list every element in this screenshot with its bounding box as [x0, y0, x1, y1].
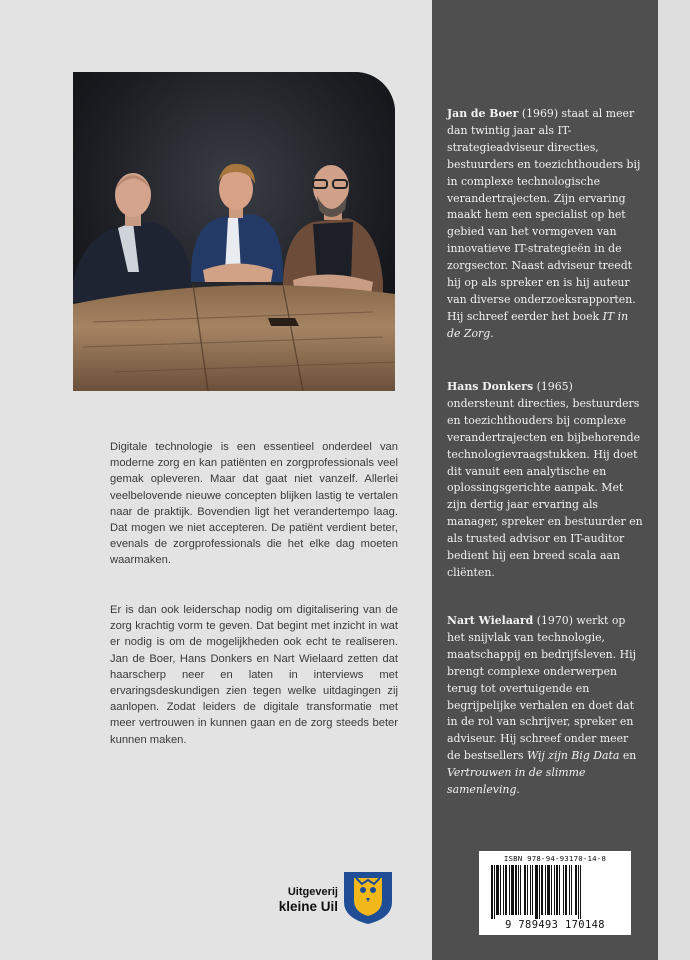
bio-book-title: Wij zijn Big Data	[526, 749, 620, 763]
isbn-barcode	[479, 851, 631, 935]
bio-text: (1969) staat al meer dan twintig jaar als IT-strategieadviseur directies, bestuurders en toezichthouders bij in complexe technologische verandertrajecten. Zijn ervaring maakt hem een specialist op het gebied van het vormgeven van innovatieve IT-strategieën in de zorgsector. Naast adviseur treedt hij op als spreker en is hij auteur van diverse onderzoeksrapporten. Hij schreef eerder het boek	[447, 107, 641, 323]
barcode-bar	[580, 865, 581, 919]
bio-book-title: IT in de Zorg	[447, 309, 629, 340]
barcode-bar	[569, 865, 570, 915]
barcode-bar	[505, 865, 507, 915]
barcode-bar	[527, 865, 528, 915]
barcode-bar	[575, 865, 577, 915]
blurb-paragraph-2: Er is dan ook leiderschap nodig om digitalisering van de zorg krachtig vorm te geven. Dat begint met inzicht in wat er nodig is om de mogelijkheden ook echt te realiseren. Jan de Boer, Hans Donkers en Nart Wielaard zetten dat haarscherp neer en laten in interviews met ervaringsdeskundigen zien tegen welke uitdagingen zij aanlopen. Zodat leiders de digitale transformatie met meer vertrouwen in kunnen gaan en de zorg steeds beter kunnen maken.	[110, 604, 398, 746]
owl-shield-icon	[342, 868, 394, 926]
barcode-bar	[559, 865, 560, 915]
isbn-digits: 9 789493 170148	[505, 919, 605, 931]
publisher-name	[272, 886, 338, 914]
bio-name: Nart Wielaard	[447, 614, 534, 627]
isbn-label: ISBN 978-94-93170-14-8	[503, 854, 607, 863]
bio-hans-donkers	[447, 379, 643, 582]
blurb-paragraph-1: Digitale technologie is een essentieel onderdeel van moderne zorg en kan patiënten en zorgprofessionals veel gemak opleveren. Maar dat gaat niet vanzelf. Allerlei veelbelovende nieuwe concepten blijken lastig te vertalen naar de praktijk. Bovendien ligt het verandertempo laag. Dat mogen we niet accepteren. De patiënt verdient beter, evenals de zorgprofessionals die het elke dag moeten waarmaken.	[110, 441, 398, 567]
bio-name: Jan de Boer	[447, 107, 519, 120]
barcode-bar	[532, 865, 533, 915]
barcode-bar	[496, 865, 499, 915]
publisher-line-1: Uitgeverij	[287, 886, 338, 898]
barcode-bar	[518, 865, 519, 915]
barcode-bar	[554, 865, 555, 915]
bio-name: Hans Donkers	[447, 380, 534, 393]
barcode-bar	[541, 865, 543, 915]
barcode-bar	[491, 865, 493, 919]
bio-jan-de-boer: Jan de Boer (1969) staat al meer dan twintig jaar als IT-strategieadviseur directies, bestuurders en toezichthouders bij in complexe technologische verandertrajecten. Zijn ervaring maakt hem een specialist op het gebied van het vormgeven van innovatieve IT-strategieën in de zorgsector. Naast adviseur treedt hij op als spreker en is hij auteur van diverse onderzoeksrapporten. Hij schreef eerder het boek IT in de Zorg.	[447, 107, 641, 340]
bio-nart-wielaard: Nart Wielaard (1970) werkt op het snijvlak van technologie, maatschappij en bedrijfsleven. Hij brengt complexe onderwerpen terug tot overtuigende en begrijpelijke verhalen en doet dat in de rol van schrijver, spreker en adviseur. Hij schreef onder meer de bestsellers Wij zijn Big Data en Vertrouwen in de slimme samenleving.	[447, 614, 637, 797]
barcode-bar	[524, 865, 526, 915]
publisher-line-2: kleine Uil	[278, 899, 338, 914]
barcode-bar	[511, 865, 514, 915]
barcode-bar	[545, 865, 546, 915]
spine-edge	[658, 0, 690, 960]
barcode-bar	[530, 865, 531, 915]
barcode-bar	[563, 865, 564, 915]
author-photo	[73, 72, 395, 391]
bio-text: (1965) ondersteunt directies, bestuurders en toezichthouders bij complexe verandertrajecten en bijbehorende technologievraagstukken. Hij doet dit vanuit een analytische en oplossingsgerichte aanpak. Met zijn dertig jaar ervaring als manager, spreker en bestuurder en als trusted advisor en IT-auditor bedient hij een breed scala aan cliënten.	[447, 380, 643, 579]
barcode-bar	[494, 865, 495, 919]
barcode-bar	[571, 865, 572, 915]
barcode-bar	[503, 865, 504, 915]
barcode-bar	[556, 865, 558, 915]
barcode-bar	[578, 865, 579, 919]
barcode-bars	[491, 865, 619, 919]
barcode-bar	[547, 865, 550, 915]
barcode-bar	[520, 865, 521, 915]
barcode-bar	[500, 865, 501, 915]
bio-text: (1970) werkt op het snijvlak van technologie, maatschappij en bedrijfsleven. Hij brengt complexe onderwerpen terug tot overtuigende en begrijpelijke verhalen en doet dat in de rol van schrijver, spreker en adviseur. Hij schreef onder meer de bestsellers	[447, 614, 636, 763]
barcode-bar	[509, 865, 510, 915]
publisher-logo	[272, 868, 394, 926]
barcode-bar	[539, 865, 540, 919]
barcode-bar	[535, 865, 538, 919]
barcode-bar	[551, 865, 552, 915]
barcode-bar	[515, 865, 517, 915]
bio-book-title: Vertrouwen in de slimme samenleving	[447, 766, 586, 797]
barcode-bar	[565, 865, 567, 915]
